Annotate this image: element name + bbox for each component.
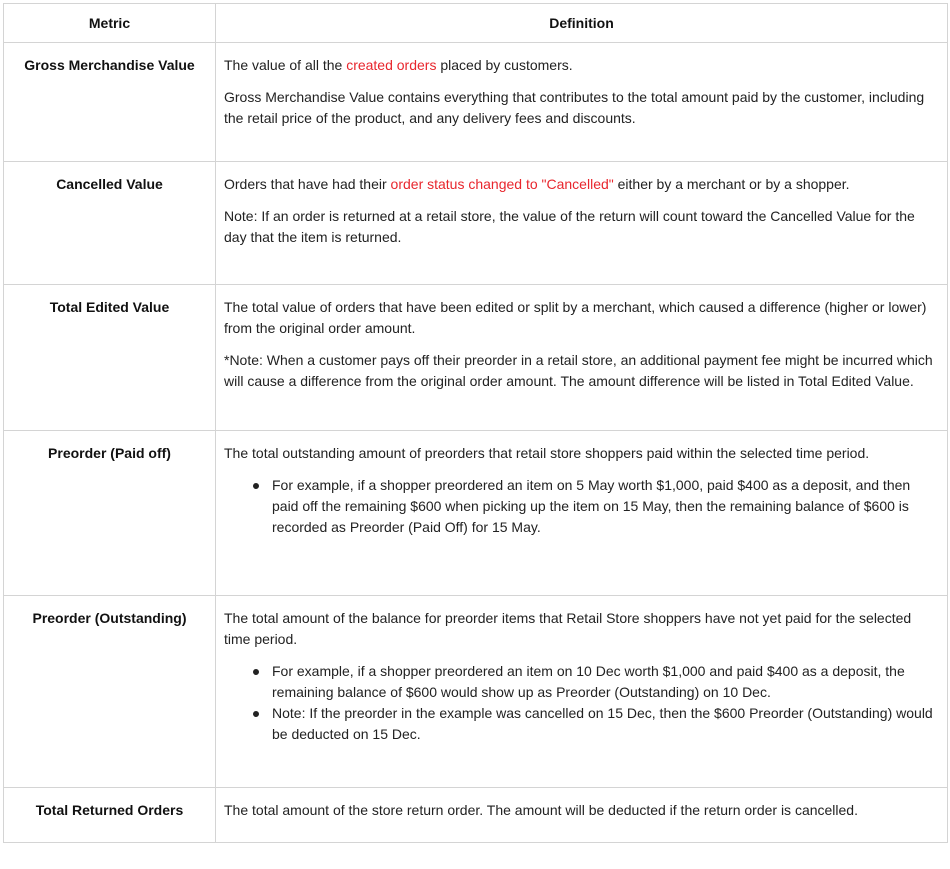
- metric-definition: [216, 43, 948, 162]
- order-status-link[interactable]: order status changed to "Cancelled": [390, 176, 614, 192]
- metric-definition: [216, 162, 948, 285]
- definition-paragraph: *Note: When a customer pays off their preorder in a retail store, an additional payment fee might be incurred which will cause a difference from the original order amount. The amount difference will be listed in Total Edited Value.: [224, 352, 933, 389]
- definition-text: The value of all the: [224, 57, 347, 73]
- metric-definition: [216, 285, 948, 431]
- created-orders-link[interactable]: created orders: [346, 57, 437, 73]
- list-item: For example, if a shopper preordered an item on 10 Dec worth $1,000 and paid $400 as a deposit, the remaining balance of $600 would show up as Preorder (Outstanding) on 10 Dec.: [224, 661, 938, 703]
- metrics-definition-table: [3, 3, 948, 843]
- list-item: Note: If the preorder in the example was cancelled on 15 Dec, then the $600 Preorder (Outstanding) would be deducted on 15 Dec.: [224, 703, 938, 745]
- metric-name: Cancelled Value: [4, 162, 216, 285]
- bullet-list: [224, 475, 938, 538]
- definition-paragraph: [224, 174, 938, 195]
- definition-paragraph: The total amount of the balance for preorder items that Retail Store shoppers have not yet paid for the selected time period.: [224, 610, 912, 647]
- metric-name: Gross Merchandise Value: [4, 43, 216, 162]
- definition-paragraph: Note: If an order is returned at a retail store, the value of the return will count toward the Cancelled Value for the day that the item is returned.: [224, 208, 915, 245]
- table-row: [4, 162, 948, 285]
- metric-name: Preorder (Paid off): [4, 431, 216, 596]
- definition-paragraph: The total outstanding amount of preorders that retail store shoppers paid within the selected time period.: [224, 445, 870, 461]
- definition-paragraph: The total value of orders that have been edited or split by a merchant, which caused a difference (higher or lower) from the original order amount.: [224, 299, 927, 336]
- definition-text: Orders that have had their: [224, 176, 391, 192]
- table-row: [4, 596, 948, 788]
- metric-definition: [216, 788, 948, 843]
- table-row: [4, 285, 948, 431]
- definition-paragraph: Gross Merchandise Value contains everything that contributes to the total amount paid by the customer, including the retail price of the product, and any delivery fees and discounts.: [224, 89, 925, 126]
- table-row: [4, 431, 948, 596]
- metric-name: Total Returned Orders: [4, 788, 216, 843]
- definition-paragraph: [224, 55, 938, 76]
- table-row: [4, 43, 948, 162]
- definition-paragraph: The total amount of the store return order. The amount will be deducted if the return order is cancelled.: [224, 802, 858, 818]
- metric-column-header: Metric: [4, 4, 216, 43]
- metrics-definition-table-wrapper: [3, 3, 948, 843]
- table-row: [4, 788, 948, 843]
- table-header-row: [4, 4, 948, 43]
- metric-definition: [216, 596, 948, 788]
- metric-definition: [216, 431, 948, 596]
- definition-text: placed by customers.: [436, 57, 573, 73]
- definition-text: either by a merchant or by a shopper.: [613, 176, 850, 192]
- metric-name: Preorder (Outstanding): [4, 596, 216, 788]
- metric-name: Total Edited Value: [4, 285, 216, 431]
- list-item: For example, if a shopper preordered an item on 5 May worth $1,000, paid $400 as a deposit, and then paid off the remaining $600 when picking up the item on 15 May, then the remaining balance of $600 is recorded as Preorder (Paid Off) for 15 May.: [224, 475, 938, 538]
- bullet-list: [224, 661, 938, 745]
- definition-column-header: Definition: [216, 4, 948, 43]
